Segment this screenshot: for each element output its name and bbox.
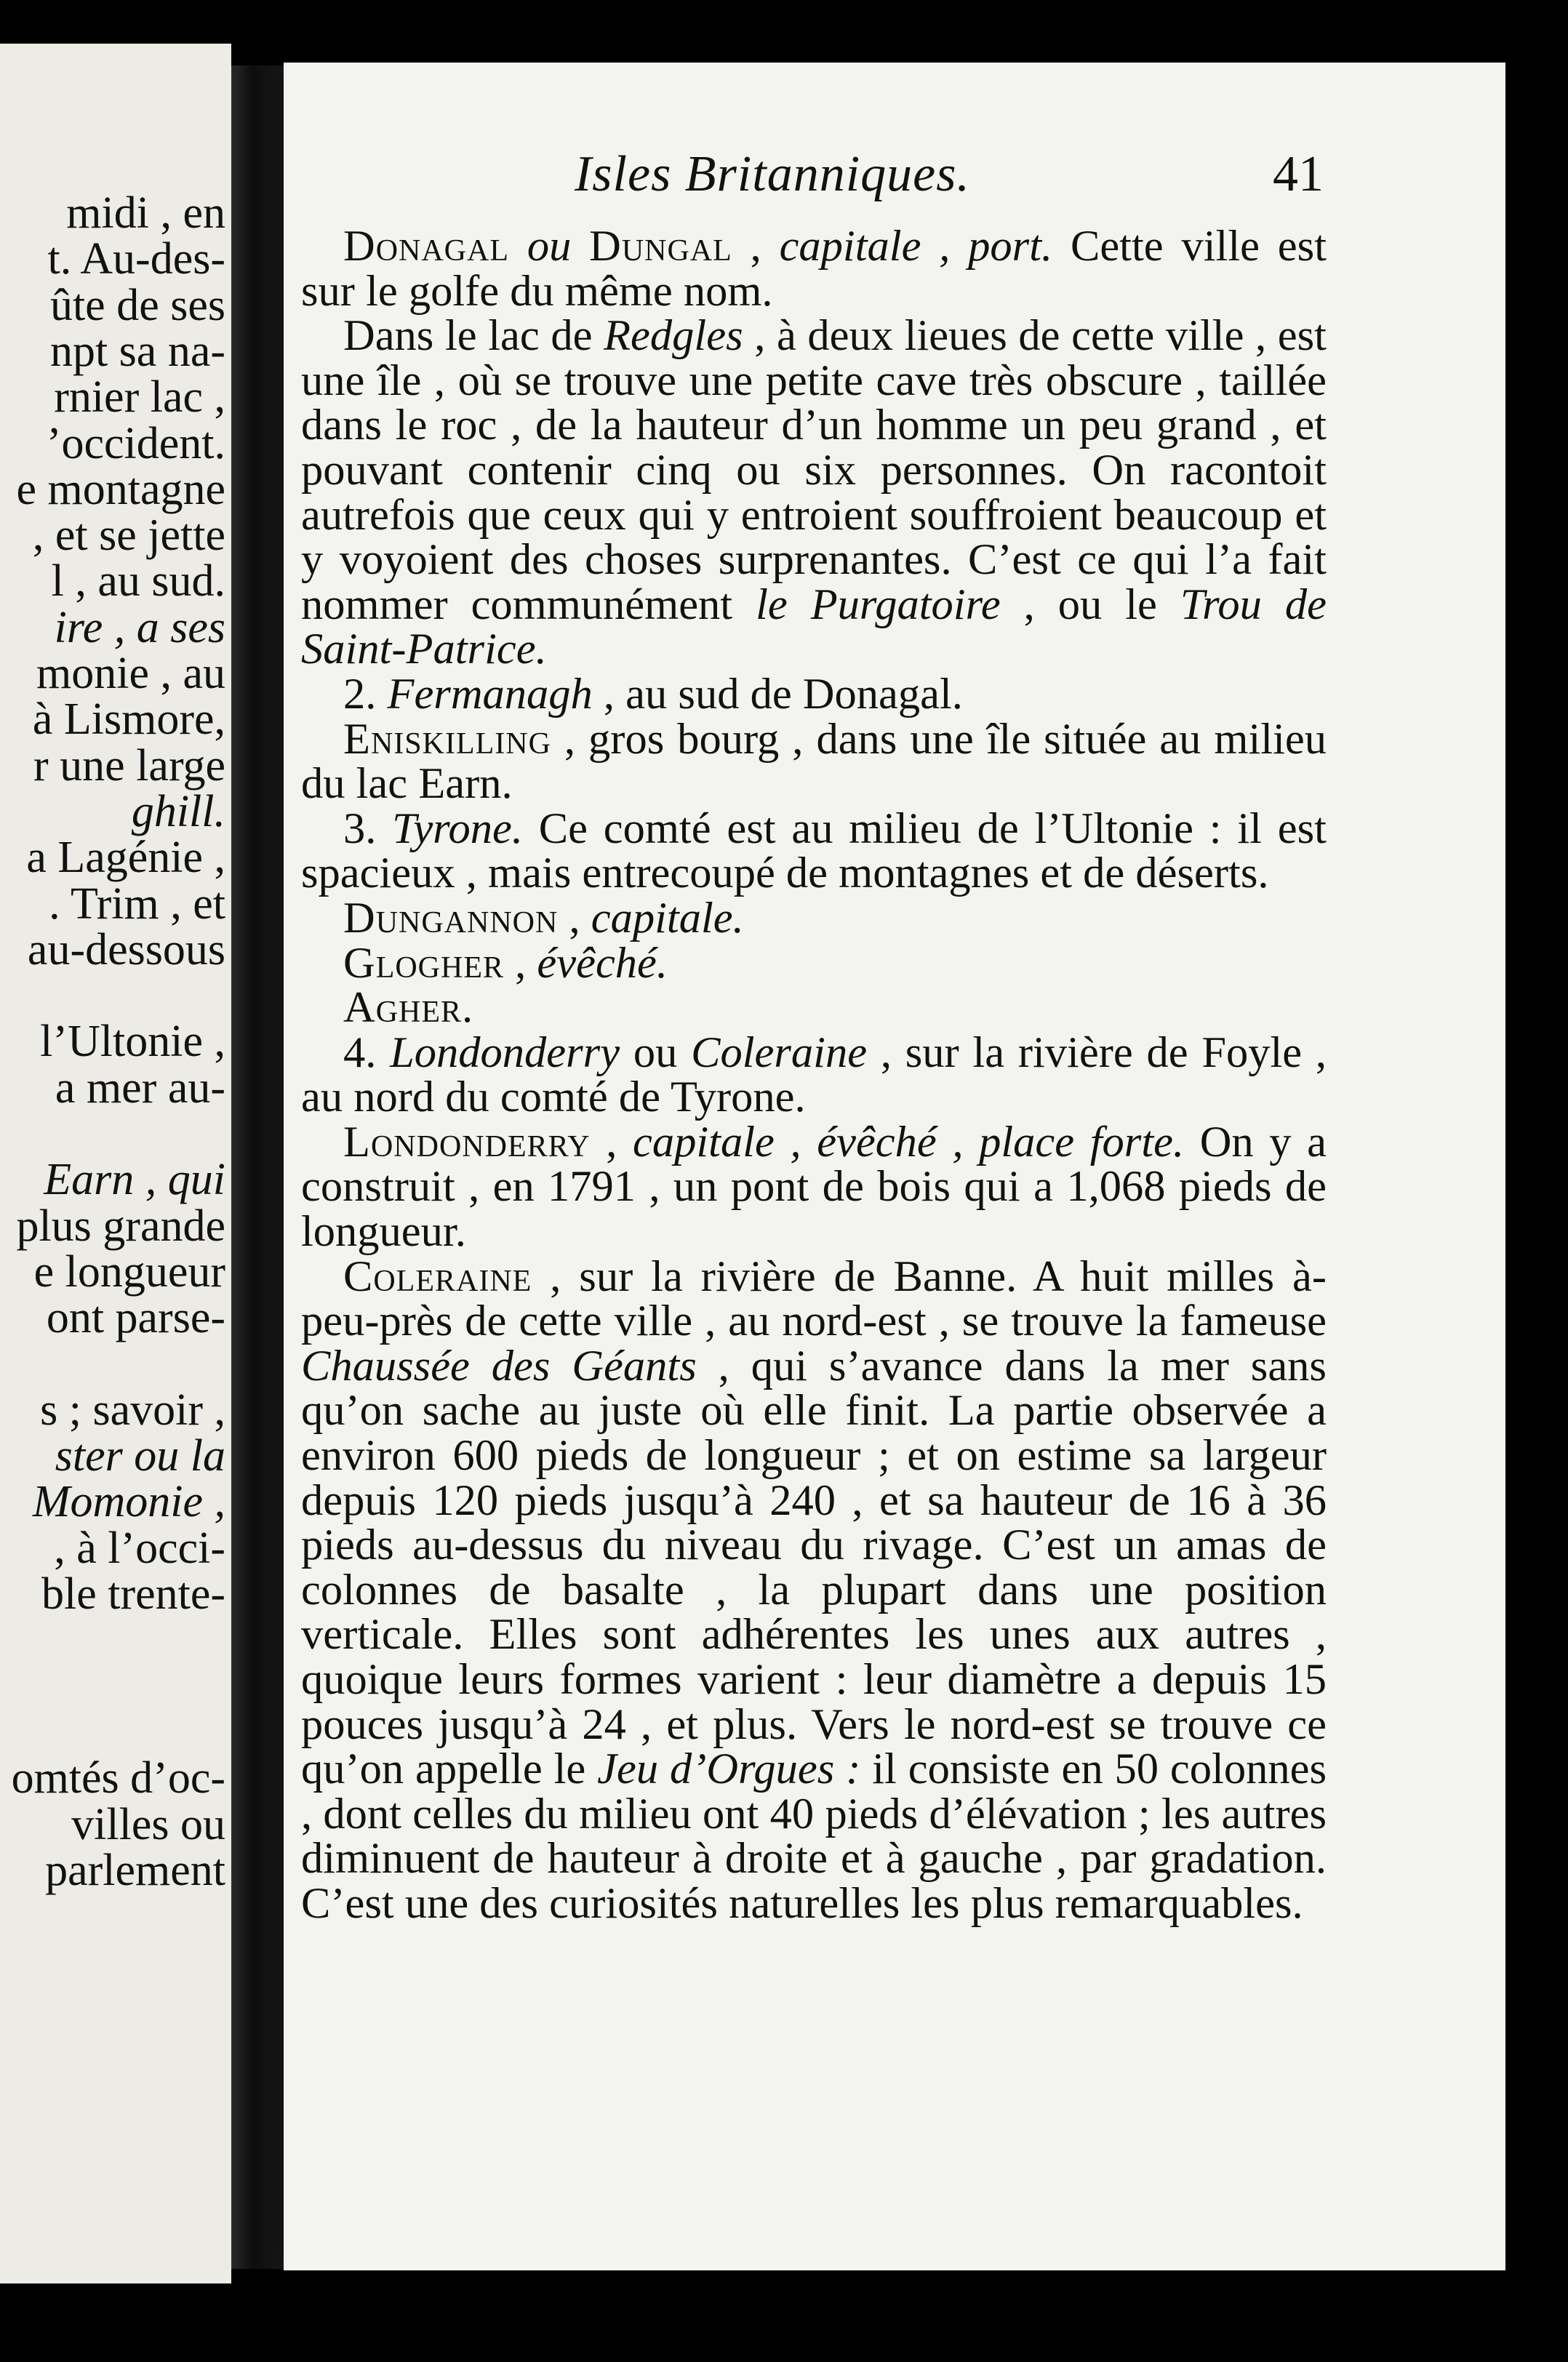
paragraph xyxy=(301,313,1327,672)
paragraph xyxy=(301,1254,1327,1926)
italic-text: le Purgatoire xyxy=(756,580,1001,629)
left-page-line: e longueur xyxy=(33,1246,225,1297)
left-page-line: plus grande xyxy=(16,1201,225,1251)
italic-text: ou xyxy=(527,222,572,271)
italic-text: Tyrone. xyxy=(392,804,523,853)
left-page-line: à Lismore, xyxy=(32,694,225,745)
left-page-line: ’occident. xyxy=(46,418,225,468)
italic-text: capitale. xyxy=(591,893,744,942)
text-run: , xyxy=(558,893,591,942)
italic-text: capitale , évêché , place forte. xyxy=(633,1117,1185,1166)
left-page-line: Earn , qui xyxy=(44,1155,225,1205)
left-page-line: Momonie , xyxy=(32,1477,225,1527)
left-page-line: s ; savoir , xyxy=(40,1385,225,1435)
left-page-line: ont parse- xyxy=(46,1293,225,1343)
text-run: Cette ville est sur le golfe du même nom. xyxy=(301,222,1327,316)
text-run: , gros bourg , dans une île située au milieu du lac Earn. xyxy=(301,714,1327,809)
place-name: Agher. xyxy=(343,983,474,1033)
left-page-line: au-dessous xyxy=(27,924,225,974)
left-page-line: r une large xyxy=(33,740,225,790)
left-page-line: a mer au- xyxy=(55,1062,225,1113)
text-run: Ce comté est au milieu de l’Ultonie : il est spacieux , mais entrecoupé de montagnes et de déserts. xyxy=(301,804,1327,898)
text-run: , ou le xyxy=(1000,580,1180,629)
paragraph xyxy=(301,1117,1327,1257)
text-run: , sur la rivière de Foyle , au nord du comté de Tyrone. xyxy=(301,1028,1327,1122)
italic-text: Jeu d’Orgues : xyxy=(597,1745,861,1794)
text-run: , qui s’avance dans la mer sans qu’on sache au juste où elle finit. La partie observée a environ 600 pieds de longueur ; et on estime sa largeur depuis 120 pieds jusqu’à 240 , et sa hauteur de 16 à 36 pieds au-dessus du niveau du rivage. C’est un amas de colonnes de basalte , la plupart dans une position verticale. Elles sont adhérentes les unes aux autres , quoique leurs formes varient : leur diamètre a depuis 15 pouces jusqu’à 24 , et plus. Vers le nord-est se trouve ce qu’on appelle le xyxy=(301,1341,1327,1794)
left-page-line: a Lagénie , xyxy=(26,833,225,883)
text-run: , à deux lieues de cette ville , est une île , où se trouve une petite cave très obscure , taillée dans le roc , de la hauteur d’un homme un peu grand , et pouvant contenir cinq ou six personnes. On racontoit autrefois que ceux qui y entroient souffroient beaucoup et y voyoient des choses surprenantes. C’est ce qui l’a fait nommer communément xyxy=(301,311,1327,629)
left-page-line: midi , en xyxy=(66,188,225,238)
left-page-line: , et se jette xyxy=(32,511,225,561)
left-page-line: t. Au-des- xyxy=(47,234,225,284)
left-page-line: omtés d’oc- xyxy=(11,1753,225,1803)
left-page-line: monie , au xyxy=(36,649,225,698)
paragraph xyxy=(301,893,1327,942)
italic-text: Londonderry xyxy=(390,1028,620,1077)
left-page-line: npt sa na- xyxy=(49,326,225,376)
paragraph xyxy=(301,1030,1327,1120)
left-page-line: rnier lac , xyxy=(54,372,225,423)
left-page-line: , à l’occi- xyxy=(54,1523,225,1573)
italic-text: Fermanagh xyxy=(387,669,593,718)
italic-text: Coleraine xyxy=(691,1028,868,1077)
running-head-title: Isles Britanniques. xyxy=(575,146,970,202)
text-run xyxy=(571,222,589,271)
paragraph xyxy=(301,806,1327,896)
paragraph xyxy=(301,669,1327,718)
italic-text: évêché. xyxy=(537,938,668,988)
left-page-line: ster ou la xyxy=(55,1431,225,1481)
left-page-line: l’Ultonie , xyxy=(40,1017,225,1067)
text-run: , sur la rivière de Banne. A huit milles à-peu-près de cette ville , au nord-est , se trouve la fameuse xyxy=(301,1252,1327,1346)
left-page-line: villes ou xyxy=(71,1799,225,1849)
text-run: 4. xyxy=(343,1028,391,1077)
italic-text: Redgles xyxy=(604,311,743,361)
italic-text: capitale , port. xyxy=(779,222,1053,271)
text-run: , xyxy=(732,222,780,271)
left-page-line: parlement xyxy=(45,1845,225,1895)
paragraph xyxy=(301,983,1327,1033)
paragraph xyxy=(301,714,1327,809)
paragraph xyxy=(301,938,1327,988)
left-page-line: ire , a ses xyxy=(54,602,225,652)
text-run: Dans le lac de xyxy=(343,311,604,361)
text-run xyxy=(509,222,527,271)
left-page-fragment xyxy=(0,44,231,2283)
text-run: , au sud de Donagal. xyxy=(592,669,963,718)
italic-text: Trou de Saint-Patrice. xyxy=(301,580,1327,674)
book-gutter xyxy=(231,65,284,2269)
place-name: Eniskilling xyxy=(343,714,551,764)
text-run: On y a construit , en 1791 , un pont de bois qui a 1,068 pieds de longueur. xyxy=(301,1117,1327,1257)
left-page-line: ble trente- xyxy=(41,1569,225,1619)
place-name: Glogher xyxy=(343,938,505,988)
left-page-line: . Trim , et xyxy=(49,878,225,929)
place-name: Londonderry xyxy=(343,1117,591,1166)
place-name: Dungal xyxy=(589,222,732,271)
text-run: ou xyxy=(620,1028,692,1077)
text-run: il consiste en 50 colonnes , dont celles du milieu ont 40 pieds d’élévation ; les autres diminuent de hauteur à droite et à gauche , par gradation. C’est une des curiosités naturelles les plus remarquables. xyxy=(301,1745,1327,1928)
text-run: , xyxy=(504,938,537,988)
text-run: , xyxy=(590,1117,633,1166)
left-page-line: l , au sud. xyxy=(51,556,225,606)
text-run: 3. xyxy=(343,804,393,853)
left-page-line: ûte de ses xyxy=(49,280,225,330)
left-page-line: e montagne xyxy=(16,464,225,514)
place-name: Dungannon xyxy=(343,893,559,942)
left-page-line: ghill. xyxy=(131,786,225,836)
paragraph xyxy=(301,222,1327,316)
body-text xyxy=(301,224,1327,1926)
italic-text: Chaussée des Géants xyxy=(301,1341,697,1390)
page-number: 41 xyxy=(1273,146,1324,202)
text-run: 2. xyxy=(343,669,388,718)
place-name: Donagal xyxy=(343,222,510,271)
place-name: Coleraine xyxy=(343,1252,532,1301)
